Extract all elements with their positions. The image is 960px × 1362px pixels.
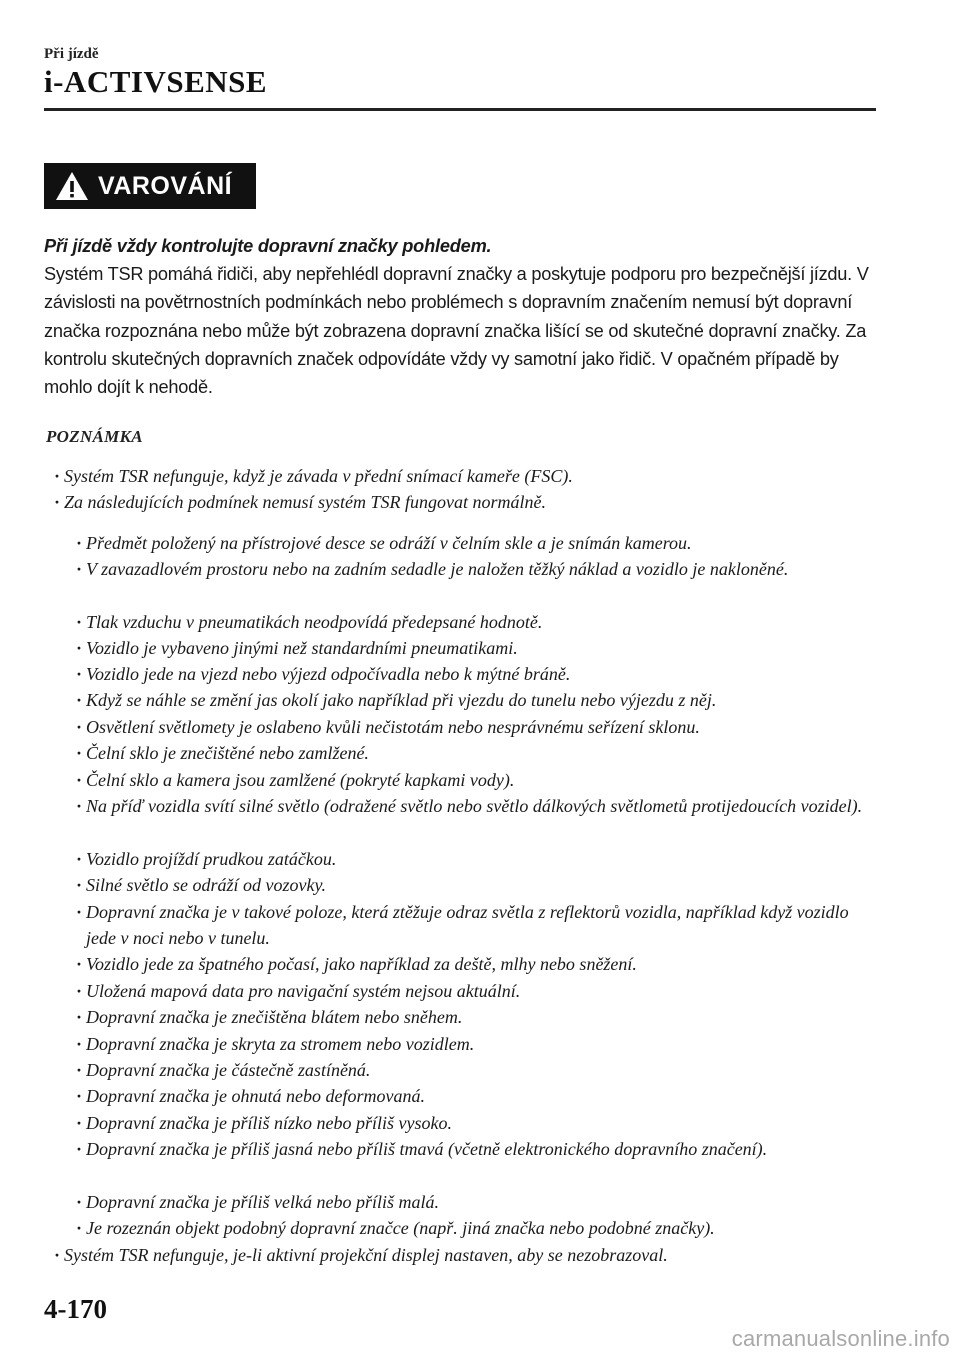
sub-list-item: · Dopravní značka je příliš nízko nebo příliš vysoko. (76, 1113, 452, 1133)
note-title: POZNÁMKA (46, 427, 143, 446)
sub-list-item: · Dopravní značka je ohnutá nebo deformovaná. (76, 1086, 425, 1106)
sub-list-item: · Vozidlo jede za špatného počasí, jako například za deště, mlhy nebo sněžení. (76, 954, 637, 974)
list-item: · Systém TSR nefunguje, když je závada v přední snímací kameře (FSC). (54, 466, 573, 486)
watermark: carmanualsonline.info (731, 1326, 950, 1351)
page-number: 4-170 (44, 1294, 107, 1324)
warning-label: VAROVÁNÍ (98, 171, 233, 200)
warning-text-block (44, 232, 884, 401)
list-item: · Za následujících podmínek nemusí systém TSR fungovat normálně. (54, 492, 546, 512)
sub-list-item: · Vozidlo jede na vjezd nebo výjezd odpočívadla nebo k mýtné bráně. (76, 664, 571, 684)
sub-list-item: · Dopravní značka je částečně zastíněná. (76, 1060, 371, 1080)
sub-list-item: · Silné světlo se odráží od vozovky. (76, 875, 326, 895)
sub-list-item: · Čelní sklo a kamera jsou zamlžené (pokryté kapkami vody). (76, 770, 515, 790)
sub-list-item: · Je rozeznán objekt podobný dopravní značce (např. jiná značka nebo podobné značky). (76, 1218, 715, 1238)
sub-list-item: · Vozidlo projíždí prudkou zatáčkou. (76, 849, 337, 869)
sub-list-item: · Osvětlení světlomety je oslabeno kvůli nečistotám nebo nesprávnému seřízení sklonu. (76, 717, 700, 737)
sub-list-item: · Dopravní značka je příliš jasná nebo příliš tmavá (včetně elektronického dopravního značení). (76, 1139, 768, 1159)
header-divider (44, 108, 876, 111)
sub-list-item: · V zavazadlovém prostoru nebo na zadním sedadle je naložen těžký náklad a vozidlo je nakloněné. (76, 559, 789, 579)
warning-triangle-icon (54, 170, 90, 202)
warning-body: Systém TSR pomáhá řidiči, aby nepřehlédl dopravní značky a poskytuje podporu pro bezpečnější jízdu. V závislosti na povětrnostních podmínkách nebo problémech s dopravním značením nemusí být dopravní značka rozpoznána nebo může být zobrazena dopravní značka lišící se od skutečné dopravní značky. Za kontrolu skutečných dopravních značek odpovídáte vždy vy samotní jako řidič. V opačném případě by mohlo dojít k nehodě. (44, 264, 869, 398)
sub-list-item: · Dopravní značka je v takové poloze, která ztěžuje odraz světla z reflektorů vozidla, například když vozidlo jede v noci nebo v tunelu. (76, 902, 849, 949)
chapter-label: Při jízdě (44, 46, 99, 62)
sub-list-item: · Dopravní značka je znečištěna blátem nebo sněhem. (76, 1007, 463, 1027)
sub-list-item: · Vozidlo je vybaveno jinými než standardními pneumatikami. (76, 638, 518, 658)
sub-list-item: · Předmět položený na přístrojové desce se odráží v čelním skle a je snímán kamerou. (76, 533, 692, 553)
sub-list-item: · Tlak vzduchu v pneumatikách neodpovídá předepsané hodnotě. (76, 612, 543, 632)
sub-list-item: · Dopravní značka je příliš velká nebo příliš malá. (76, 1192, 439, 1212)
list-item: · Systém TSR nefunguje, je-li aktivní projekční displej nastaven, aby se nezobrazoval. (54, 1245, 668, 1265)
section-title: i-ACTIVSENSE (44, 64, 268, 99)
sub-list-item: · Na příď vozidla svítí silné světlo (odražené světlo nebo světlo dálkových světlometů protijedoucích vozidel). (76, 796, 863, 816)
warning-badge (44, 163, 256, 209)
sub-list-item: · Uložená mapová data pro navigační systém nejsou aktuální. (76, 981, 521, 1001)
warning-heading: Při jízdě vždy kontrolujte dopravní značky pohledem. (44, 236, 492, 256)
sub-list-item: · Čelní sklo je znečištěné nebo zamlžené. (76, 743, 369, 763)
sub-list-item: · Když se náhle se změní jas okolí jako například při vjezdu do tunelu nebo výjezdu z něj. (76, 690, 717, 710)
sub-list-item: · Dopravní značka je skryta za stromem nebo vozidlem. (76, 1034, 475, 1054)
